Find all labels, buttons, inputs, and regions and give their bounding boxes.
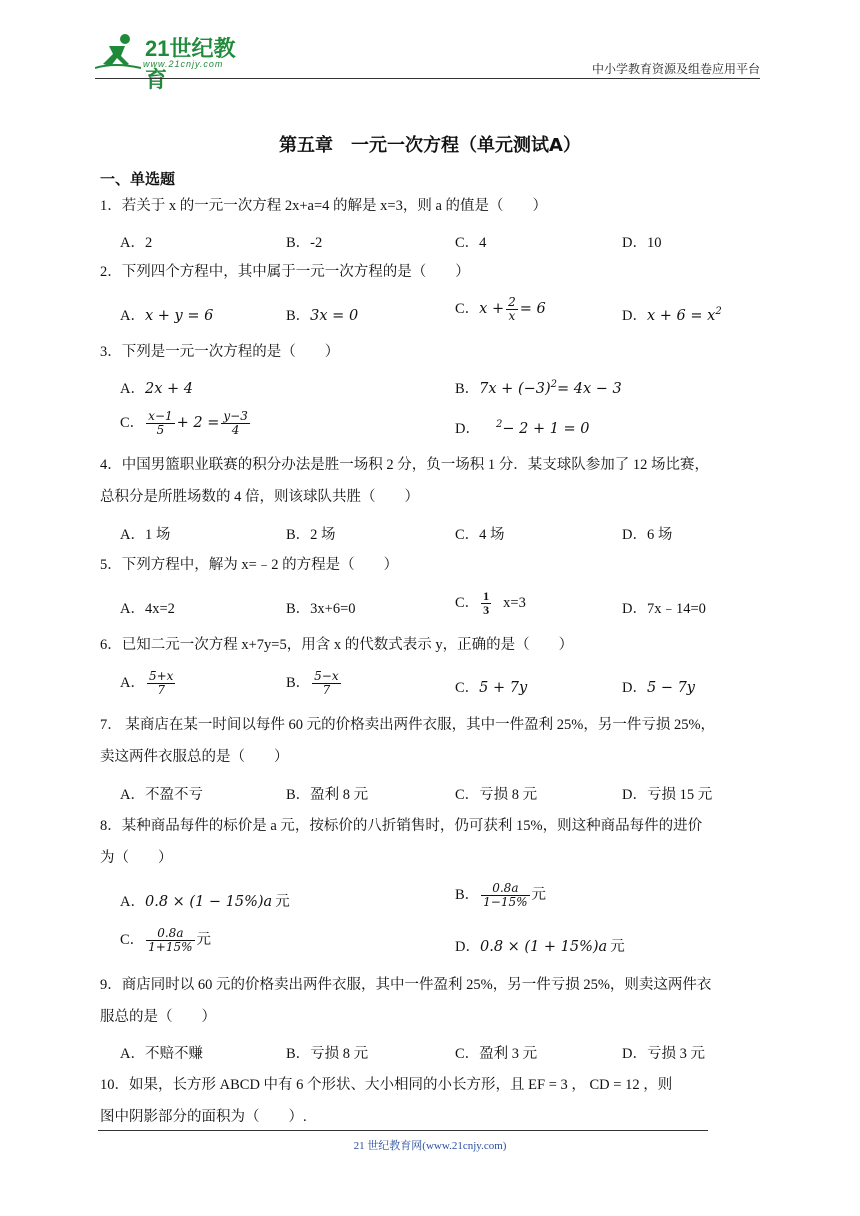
brand-url: www.21cnjy.com	[143, 59, 224, 69]
q5-option-c	[455, 590, 526, 617]
q2-option-c	[455, 296, 546, 323]
fraction-denominator: 7	[157, 683, 166, 697]
q2-option-c-right: = 6	[519, 300, 546, 317]
q7-option-b: B．盈利 8 元	[286, 787, 369, 803]
q3-option-d-exponent: 2	[495, 419, 503, 431]
q8-option-b	[455, 882, 546, 909]
q5-option-a: A．4x=2	[120, 601, 175, 617]
q2-option-c-left: x +	[479, 300, 505, 317]
question-10-stem-line-1: 10．如果，长方形 ABCD 中有 6 个形状、大小相同的小长方形，且 EF = 3 ， CD = 12 ，则	[100, 1077, 673, 1093]
q3-option-c-middle: + 2 =	[176, 414, 220, 431]
q1-option-c: C．4	[455, 235, 487, 251]
q3-option-d-expr: − 2 + 1 = 0	[502, 421, 590, 437]
question-9-stem-line-1: 9．商店同时以 60 元的价格卖出两件衣服，其中一件盈利 25%，另一件亏损 25%，则卖这两件衣	[100, 977, 712, 993]
fraction-denominator: x	[508, 309, 516, 323]
q3-option-c-fraction-2	[221, 410, 249, 437]
q8-option-c-unit: 元	[196, 931, 212, 948]
fraction-denominator: 4	[231, 423, 240, 437]
question-4-stem-line-2: 总积分是所胜场数的 4 倍，则该球队共胜（ ）	[100, 489, 419, 505]
fraction-numerator: 5+x	[148, 669, 174, 683]
fraction-denominator: 3	[483, 603, 490, 617]
q6-option-a-label: A．	[120, 674, 145, 691]
q8-option-d-label: D．	[455, 939, 480, 955]
q8-option-b-label: B．	[455, 886, 480, 903]
q6-option-c	[455, 676, 527, 697]
question-1-stem: 1．若关于 x 的一元一次方程 2x+a=4 的解是 x=3，则 a 的值是（ ）	[100, 198, 548, 214]
q1-option-a: A．2	[120, 235, 153, 251]
q6-option-c-expr: 5 + 7y	[479, 680, 528, 696]
q5-option-c-fraction	[481, 590, 491, 617]
q6-option-a	[120, 670, 177, 697]
q8-option-a-expr: 0.8 × (1 − 15%)a	[144, 894, 273, 910]
q6-option-c-label: C．	[455, 680, 480, 696]
q4-option-d: D．6 场	[622, 527, 673, 543]
fraction-numerator: y−3	[223, 409, 248, 423]
q6-option-d-expr: 5 − 7y	[646, 680, 695, 696]
q7-option-d: D．亏损 15 元	[622, 787, 713, 803]
question-2-stem: 2．下列四个方程中，其中属于一元一次方程的是（ ）	[100, 264, 470, 280]
q4-option-c: C．4 场	[455, 527, 505, 543]
question-10-stem-line-2: 图中阴影部分的面积为（ ）.	[100, 1109, 307, 1125]
q5-option-b: B．3x+6=0	[286, 601, 356, 617]
q8-option-b-fraction	[481, 882, 529, 909]
q3-option-a	[120, 377, 193, 398]
q6-option-b-label: B．	[286, 674, 311, 691]
fraction-numerator: 2	[508, 295, 516, 309]
fraction-numerator: 5−x	[314, 669, 339, 683]
q2-option-a-label: A．	[120, 308, 145, 324]
q3-option-a-expr: 2x + 4	[144, 381, 193, 397]
section-heading: 一、单选题	[100, 170, 176, 188]
q4-option-a: A．1 场	[120, 527, 171, 543]
fraction-numerator: 0.8a	[481, 882, 529, 896]
q6-option-a-fraction	[147, 670, 175, 697]
question-7-stem-line-1: 7． 某商店在某一时间以每件 60 元的价格卖出两件衣服，其中一件盈利 25%，另一件亏损 25%，	[100, 717, 716, 733]
q2-option-c-label: C．	[455, 300, 480, 317]
page-header	[95, 30, 760, 92]
question-6-stem: 6．已知二元一次方程 x+7y=5，用含 x 的代数式表示 y，正确的是（ ）	[100, 637, 574, 653]
fraction-numerator: 0.8a	[146, 927, 194, 941]
question-3-stem: 3．下列是一元一次方程的是（ ）	[100, 344, 340, 360]
footer-divider	[98, 1130, 708, 1131]
q9-option-d: D．亏损 3 元	[622, 1046, 705, 1062]
question-5-stem: 5．下列方程中，解为 x=﹣2 的方程是（ ）	[100, 557, 399, 573]
brand-name: 21世纪教育	[145, 36, 236, 92]
q3-option-b-exponent: 2	[550, 379, 558, 391]
q4-option-b: B．2 场	[286, 527, 336, 543]
q9-option-b: B．亏损 8 元	[286, 1046, 369, 1062]
q9-option-a: A．不赔不赚	[120, 1046, 203, 1062]
q6-option-d-label: D．	[622, 680, 647, 696]
fraction-numerator: x−1	[148, 409, 173, 423]
q5-option-c-label: C．	[455, 594, 480, 611]
q3-option-d	[455, 417, 590, 438]
q6-option-b	[286, 670, 343, 697]
q8-option-d	[455, 935, 625, 956]
page-footer: 21 世纪教育网(www.21cnjy.com)	[353, 1140, 507, 1152]
q2-option-d-expr: x + 6 = x	[646, 308, 716, 324]
q6-option-d	[622, 676, 695, 697]
q3-option-b-right: = 4x − 3	[557, 381, 622, 397]
q2-option-b-expr: 3x = 0	[310, 308, 359, 324]
q8-option-a-label: A．	[120, 894, 145, 910]
q3-option-b-expr: 7x + (−3)	[479, 381, 551, 397]
fraction-denominator: 5	[156, 423, 165, 437]
q2-option-d-label: D．	[622, 308, 647, 324]
q8-option-d-unit: 元	[610, 939, 625, 955]
q3-option-c-fraction-1	[146, 410, 174, 437]
q2-option-c-fraction	[506, 296, 518, 323]
question-4-stem-line-1: 4．中国男篮职业联赛的积分办法是胜一场积 2 分，负一场积 1 分．某支球队参加了 12 场比赛，	[100, 457, 709, 473]
brand-logo	[95, 32, 255, 92]
platform-name: 中小学教育资源及组卷应用平台	[591, 62, 760, 76]
q8-option-d-expr: 0.8 × (1 + 15%)a	[479, 939, 608, 955]
fraction-denominator: 7	[322, 683, 331, 697]
page-title: 第五章 一元一次方程（单元测试A）	[279, 135, 581, 156]
q3-option-b	[455, 377, 622, 398]
q2-option-a	[120, 304, 213, 325]
q1-option-b: B．-2	[286, 235, 323, 251]
header-divider	[95, 78, 760, 79]
q3-option-c	[120, 410, 252, 437]
q7-option-a: A．不盈不亏	[120, 787, 203, 803]
q5-option-c-right: x=3	[503, 594, 526, 611]
q2-option-a-expr: x + y = 6	[144, 308, 214, 324]
q6-option-b-fraction	[312, 670, 340, 697]
q8-option-b-unit: 元	[531, 886, 547, 903]
q2-option-d	[622, 304, 722, 325]
q2-option-b	[286, 304, 358, 325]
question-8-stem-line-1: 8．某种商品每件的标价是 a 元，按标价的八折销售时，仍可获利 15%，则这种商品每件的进价	[100, 818, 703, 834]
q3-option-a-label: A．	[120, 381, 145, 397]
q5-option-d: D．7x﹣14=0	[622, 601, 706, 617]
fraction-denominator: 1−15%	[483, 895, 528, 909]
q8-option-a	[120, 890, 290, 911]
question-8-stem-line-2: 为（ ）	[100, 850, 173, 866]
fraction-denominator: 1+15%	[148, 940, 193, 954]
q8-option-c	[120, 927, 211, 954]
question-7-stem-line-2: 卖这两件衣服总的是（ ）	[100, 749, 289, 765]
q9-option-c: C．盈利 3 元	[455, 1046, 538, 1062]
q2-option-b-label: B．	[286, 308, 311, 324]
q2-option-d-exponent: 2	[715, 306, 722, 318]
q8-option-c-label: C．	[120, 931, 145, 948]
q7-option-c: C．亏损 8 元	[455, 787, 538, 803]
q3-option-b-label: B．	[455, 381, 480, 397]
q1-option-d: D．10	[622, 235, 662, 251]
question-9-stem-line-2: 服总的是（ ）	[100, 1009, 216, 1025]
runner-icon	[95, 32, 143, 74]
fraction-numerator: 1	[483, 589, 490, 603]
q8-option-a-unit: 元	[275, 894, 290, 910]
q3-option-c-label: C．	[120, 414, 145, 431]
q8-option-c-fraction	[146, 927, 194, 954]
q3-option-d-label: D．	[455, 421, 480, 437]
